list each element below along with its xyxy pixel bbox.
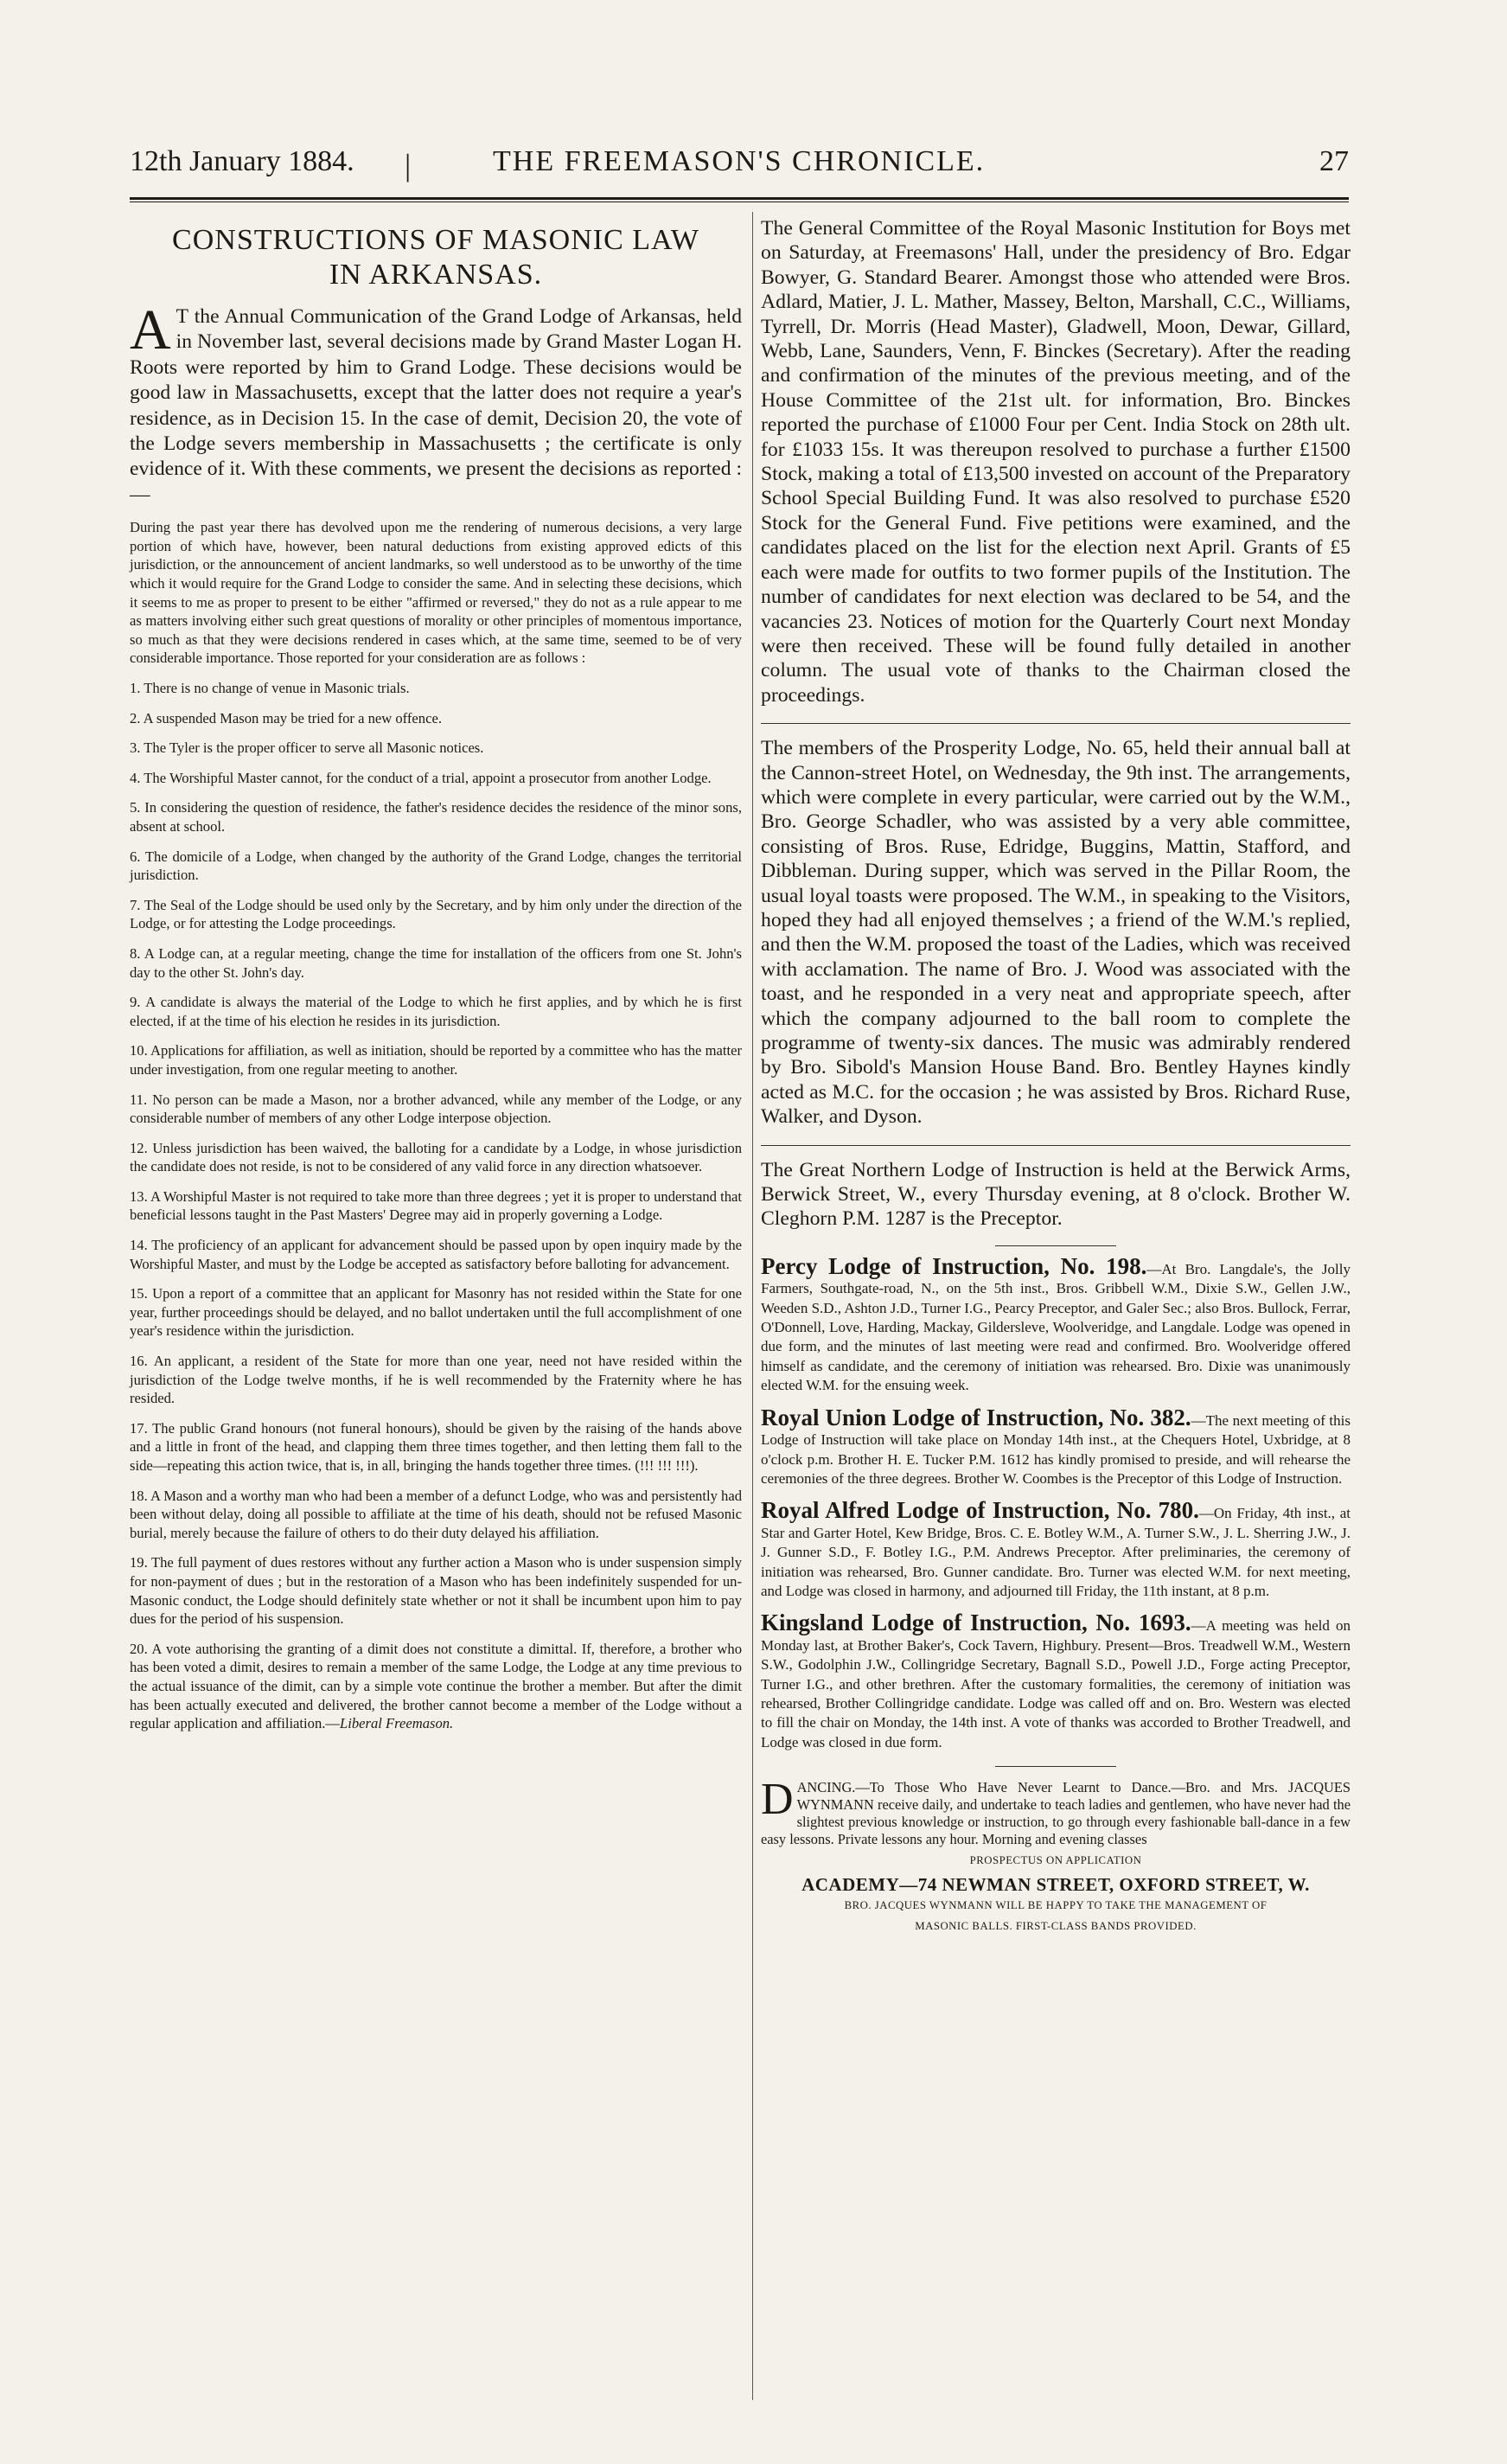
header-separator: | — [405, 148, 412, 182]
left-column — [130, 216, 742, 1733]
decision-item: 15. Upon a report of a committee that an applicant for Masonry has not resided within the State for one year, further proceedings should be delayed, and no ballot undertaken until the full accomplishment of one year's residence within the jurisdiction. — [130, 1285, 742, 1340]
lodge-text: —At Bro. Langdale's, the Jolly Farmers, Southgate-road, N., on the 5th inst., Bros. Gribbell W.M., Dixie S.W., Gellen J.W., Weeden S.D., Ashton J.D., Turner I.G., Pearcy Preceptor, and Galer Sec.; also Bros. Bullock, Ferrar, O'Donnell, Love, Harding, Mackay, Gildersleve, Woolveridge, and Langdale. Lodge was opened in due form, and the minutes of last meeting were read and confirmed. Bro. Woolveridge offered himself as candidate, and the ceremony of initiation was rehearsed. Bro. Dixie was unanimously elected W.M. for the ensuing week. — [761, 1260, 1351, 1394]
advert-text: ANCING.—To Those Who Have Never Learnt to Dance.—Bro. and Mrs. JACQUES WYNMANN receive daily, and undertake to teach ladies and gentlemen, who have never had the slightest previous knowledge or instruction, to go through every fashionable ball-dance in a few easy lessons. Private lessons any hour. Morning and evening classes — [761, 1779, 1351, 1848]
prosperity-lodge-report: The members of the Prosperity Lodge, No. 65, held their annual ball at the Cannon-street Hotel, on Wednesday, the 9th inst. The arrangements, which were complete in every particular, were carried out by the W.M., Bro. George Schadler, who was assisted by a very able committee, consisting of Bros. Ruse, Edridge, Buggins, Mattin, Stafford, and Dibbleman. During supper, which was served in the Pillar Room, the usual loyal toasts were proposed. The W.M., in speaking to the Visitors, hoped they had all enjoyed themselves ; a friend of the W.M.'s replied, and then the W.M. proposed the toast of the Ladies, which was received with acclamation. The name of Bro. J. Wood was associated with the toast, and he responded in a very neat and appropriate speech, after which the company adjourned to the ball room to complete the programme of twenty-six dances. The music was admirably rendered by Bro. Sibold's Mansion House Band. Bro. Bentley Haynes kindly acted as M.C. for the occasion ; he was assisted by Bros. Richard Ruse, Walker, and Dyson. — [761, 737, 1351, 1129]
decision-item: 2. A suspended Mason may be tried for a new offence. — [130, 709, 442, 726]
column-divider — [752, 212, 753, 2400]
issue-date: 12th January 1884. — [130, 145, 354, 177]
decision-item: 7. The Seal of the Lodge should be used only by the Secretary, and by him only under the direction of the Lodge, or for attesting the Lodge proceedings. — [130, 896, 742, 932]
lodge-report — [761, 1404, 1351, 1489]
decision-item: 5. In considering the question of residence, the father's residence decides the residence of the minor sons, absent at school. — [130, 799, 742, 835]
decision-item: 18. A Mason and a worthy man who had been a member of a defunct Lodge, who was and persistently had been without delay, doing all possible to affiliate at the time of his death, should not be refused Masonic burial, merely because the failure of others to do their duty delayed his affiliation. — [130, 1487, 742, 1541]
decision-item: 3. The Tyler is the proper officer to serve all Masonic notices. — [130, 739, 484, 757]
lodge-heading: Royal Alfred Lodge of Instruction, No. 780. — [761, 1497, 1199, 1524]
grand-master-address: During the past year there has devolved upon me the rendering of numerous decisions, a very large portion of which have, however, been natural deductions from existing approved edicts of this jurisdiction, or the announcement of ancient landmarks, so well understood as to be unworthy of the time which it would require for the Grand Lodge to consider the same. And in selecting these decisions, which it seems to me as proper to present to be either "affirmed or reversed," they do not as a rule appear to me as matters involving either such great questions of morality or other principles of momentous importance, so much as that they were decisions rendered in cases which, at the same time, seemed to be of very considerable importance. Those reported for your consideration are as follows : — [130, 519, 742, 667]
decision-item: 16. An applicant, a resident of the State for more than one year, need not have resided within the jurisdiction of the Lodge twelve months, if he is well recommended by the Fraternity where he has resided. — [130, 1353, 742, 1407]
lodge-text: —The next meeting of this Lodge of Instruction will take place on Monday 14th inst., at the Chequers Hotel, Uxbridge, at 8 o'clock p.m. Brother H. E. Tucker P.M. 1612 has kindly promised to preside, and will rehearse the ceremonies of the three degrees. Brother W. Coombes is the Preceptor of this Lodge of Instruction. — [761, 1411, 1351, 1487]
advert-drop-cap: D — [761, 1775, 794, 1825]
article-title-line1: CONSTRUCTIONS OF MASONIC LAW — [172, 224, 699, 256]
lodge-report — [761, 1610, 1351, 1752]
lodge-heading: Kingsland Lodge of Instruction, No. 1693. — [761, 1610, 1191, 1636]
decision-item: 12. Unless jurisdiction has been waived, the balloting for a candidate by a Lodge, in whose jurisdiction the candidate does not reside, is not to be considered of any valid force in any direction whatsoever. — [130, 1139, 742, 1175]
decision-item: 1. There is no change of venue in Masonic trials. — [130, 680, 410, 696]
article-source: Liberal Freemason. — [339, 1715, 454, 1732]
article-intro — [130, 298, 742, 508]
advert-prospectus: PROSPECTUS ON APPLICATION — [969, 1854, 1142, 1867]
dancing-advertisement — [761, 1775, 1351, 1935]
decision-item: 17. The public Grand honours (not funeral honours), should be given by the raising of the hands above and a little in front of the head, and clapping them three times together, and then letting them fall to the side—repeating this action twice, that is, in all, bringing the hands together three times. (!!! !!! !!!). — [130, 1419, 742, 1474]
article-title — [130, 223, 742, 292]
decision-list — [130, 679, 742, 1733]
decision-item-text: 20. A vote authorising the granting of a dimit does not constitute a dimittal. If, therefore, a brother who has been voted a dimit, desires to remain a member of the same Lodge, the Lodge at any time previous to the actual issuance of the dimit, can by a simple vote continue the brother a member. But after the dimit has been actually executed and delivered, the brother cannot become a member of the Lodge without a regular application and affiliation.— — [130, 1640, 742, 1732]
lodge-report — [761, 1252, 1351, 1396]
lodge-report — [761, 1497, 1351, 1601]
advert-footer-line2: MASONIC BALLS. FIRST-CLASS BANDS PROVIDED. — [915, 1920, 1197, 1933]
header-rule — [130, 197, 1349, 200]
article-intro-text: T the Annual Communication of the Grand Lodge of Arkansas, held in November last, several decisions made by Grand Master Logan H. Roots were reported by him to Grand Lodge. These decisions would be good law in Massachusetts, except that the latter does not require a year's residence, as in Decision 15. In the case of demit, Decision 20, the vote of the Lodge severs membership in Massachusetts ; the certificate is only evidence of it. With these comments, we present the decisions as reported :— — [130, 305, 742, 506]
drop-cap: A — [130, 298, 171, 362]
short-rule — [995, 1245, 1116, 1246]
lodge-heading: Percy Lodge of Instruction, No. 198. — [761, 1252, 1147, 1279]
publication-title: THE FREEMASON'S CHRONICLE. — [493, 145, 986, 177]
section-rule — [761, 1145, 1351, 1146]
article-title-line2: IN ARKANSAS. — [329, 259, 543, 291]
page-header — [130, 145, 1349, 189]
decision-item: 6. The domicile of a Lodge, when changed by the authority of the Grand Lodge, changes the territorial jurisdiction. — [130, 848, 742, 884]
great-northern-notice: The Great Northern Lodge of Instruction is held at the Berwick Arms, Berwick Street, W., every Thursday evening, at 8 o'clock. Brother W. Cleghorn P.M. 1287 is the Preceptor. — [761, 1158, 1351, 1231]
short-rule — [995, 1766, 1116, 1767]
decision-item: 9. A candidate is always the material of the Lodge to which he first applies, and by which he is first elected, if at the time of his election he resides in its jurisdiction. — [130, 994, 742, 1029]
advert-address: ACADEMY—74 NEWMAN STREET, OXFORD STREET, W. — [801, 1874, 1310, 1896]
decision-item: 8. A Lodge can, at a regular meeting, change the time for installation of the officers from one St. John's day to the other St. John's day. — [130, 944, 742, 981]
decision-item: 4. The Worshipful Master cannot, for the conduct of a trial, appoint a prosecutor from another Lodge. — [130, 769, 712, 786]
decision-item: 13. A Worshipful Master is not required to take more than three degrees ; yet it is proper to understand that beneficial lessons taught in the Past Masters' Degree may aid in properly governing a Lodge. — [130, 1187, 742, 1224]
right-column — [761, 216, 1351, 1935]
lodge-heading: Royal Union Lodge of Instruction, No. 382. — [761, 1404, 1191, 1430]
section-rule — [761, 723, 1351, 724]
decision-item: 11. No person can be made a Mason, nor a brother advanced, while any member of the Lodge, or any considerable number of members of any other Lodge interpose objection. — [130, 1091, 742, 1127]
decision-item: 10. Applications for affiliation, as well as initiation, should be reported by a committee who has the matter under investigation, from one regular meeting to another. — [130, 1042, 742, 1078]
advert-body — [761, 1775, 1351, 1848]
boys-institution-report: The General Committee of the Royal Masonic Institution for Boys met on Saturday, at Freemasons' Hall, under the presidency of Bro. Edgar Bowyer, G. Standard Bearer. Amongst those who attended were Bros. Adlard, Matier, J. L. Mather, Massey, Belton, Marshall, C.C., Williams, Tyrrell, Dr. Morris (Head Master), Gladwell, Moon, Dewar, Gillard, Webb, Lane, Saunders, Venn, F. Binckes (Secretary). After the reading and confirmation of the minutes of the previous meeting, and of the House Committee of the 21st ult. for information, Bro. Binckes reported the purchase of £1000 Four per Cent. India Stock on 28th ult. for £1033 15s. It was thereupon resolved to purchase a further £1500 Stock, making a total of £13,500 invested on account of the Preparatory School Special Building Fund. It was also resolved to purchase £520 Stock for the General Fund. Five petitions were examined, and the candidates placed on the list for the election next April. Grants of £5 each were made for outfits to two former pupils of the Institution. The number of candidates for next election was declared to be 54, and the vacancies 23. Notices of motion for the Quarterly Court next Monday were then received. These will be found fully detailed in another column. The usual vote of thanks to the Chairman closed the proceedings. — [761, 217, 1351, 707]
lodge-text: —A meeting was held on Monday last, at Brother Baker's, Cock Tavern, Highbury. Present—Bros. Treadwell W.M., Western S.W., Godolphin J.W., Collingridge Secretary, Bagnall S.D., Powell J.D., Forge acting Preceptor, Turner I.G., and other brethren. After the customary formalities, the ceremony of initiation was rehearsed, Brother Collingridge candidate. Lodge was called off and on. Bro. Western was elected to fill the chair on Monday, the 14th inst. A vote of thanks was accorded to Brother Treadwell, and Lodge was closed in due form. — [761, 1617, 1351, 1750]
advert-footer-line1: BRO. JACQUES WYNMANN WILL BE HAPPY TO TAKE THE MANAGEMENT OF — [844, 1899, 1268, 1912]
decision-item-final — [130, 1640, 742, 1733]
decision-item: 14. The proficiency of an applicant for advancement should be passed upon by open inquiry made by the Worshipful Master, and must by the Lodge be accepted as satisfactory before balloting for advancement. — [130, 1237, 742, 1272]
page-number: 27 — [1319, 145, 1349, 177]
lodge-text: —On Friday, 4th inst., at Star and Garter Hotel, Kew Bridge, Bros. C. E. Botley W.M., A. Turner S.W., J. L. Sherring J.W., J. J. Gunner S.D., F. Botley I.G., P.M. Andrews Preceptor. After preliminaries, the ceremony of initiation was rehearsed, Bro. Gunner candidate. Bro. Turner was elected W.M. for next meeting, and Lodge was closed in harmony, and adjourned till Friday, the 11th instant, at 8 p.m. — [761, 1505, 1351, 1599]
decision-item: 19. The full payment of dues restores without any further action a Mason who is under suspension simply for non-payment of dues ; but in the restoration of a Mason who has been indefinitely suspended for un-Masonic conduct, the Lodge should definitely state whether or not it shall be incumbent upon him to pay dues for the period of his suspension. — [130, 1554, 742, 1628]
